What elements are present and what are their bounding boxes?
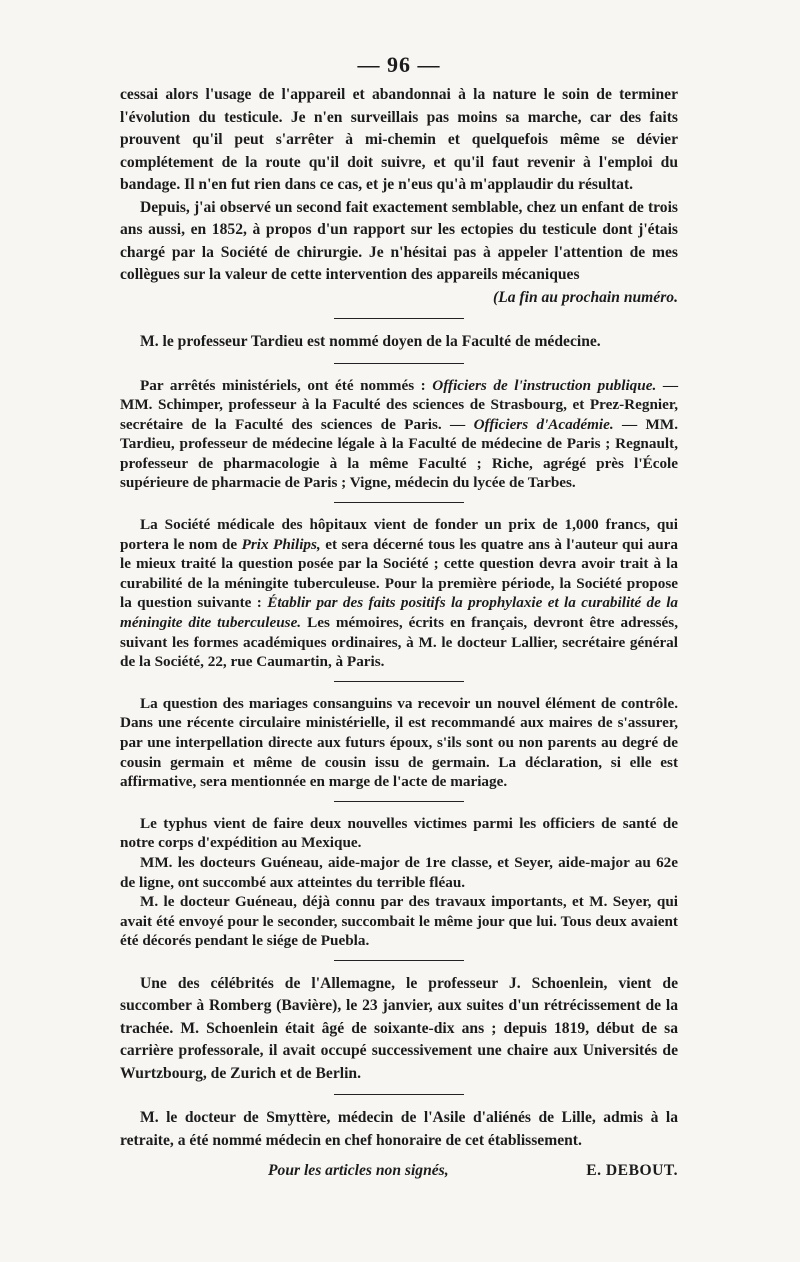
signature-line <box>120 1162 678 1180</box>
news-smyttere-retirement: M. le docteur de Smyttère, médecin de l'Asile d'aliénés de Lille, admis à la retraite, a été nommé médecin en chef honoraire de cet établissement. <box>120 1109 678 1149</box>
news-ministerial-appointments <box>120 376 678 494</box>
section-divider <box>334 502 464 503</box>
typhus-intro: Le typhus vient de faire deux nouvelles victimes parmi les officiers de santé de notre corps d'expédition au Mexique. <box>120 814 678 852</box>
news-prix-philips <box>120 515 678 672</box>
to-be-continued-note: (La fin au prochain numéro. <box>493 288 678 306</box>
appointments-instruction-names: — MM. Schimper, professeur à la Faculté des sciences de Strasbourg, et Prez-Regnier, secrétaire de la Faculté des sciences de Paris. — <box>120 376 678 433</box>
signature-label: Pour les articles non signés, <box>268 1162 449 1180</box>
page-number: — 96 — <box>357 52 441 77</box>
appointments-academie-names: — MM. Tardieu, professeur de médecine légale à la Faculté de médecine de Paris ; Regnault, professeur de pharmacologie à la même Faculté ; Riche, agrégé près l'École supérieure de pharmacie de Paris ; Vigne, médecin du lycée de Tarbes. <box>120 415 678 492</box>
paragraph-second-case: Depuis, j'ai observé un second fait exactement semblable, chez un enfant de trois ans aussi, en 1852, à propos d'un rapport sur les ectopies du testicule dont j'étais chargé par la Société de chirurgie. Je n'hésitai pas à appeler l'attention de mes collègues sur la valeur de cette intervention des appareils mécaniques <box>120 198 678 283</box>
article-conclusion <box>120 84 678 309</box>
typhus-victims: MM. les docteurs Guéneau, aide-major de 1re classe, et Seyer, aide-major au 62e de ligne, ont succombé aux atteintes du terrible fléau. <box>120 853 678 891</box>
section-divider <box>334 363 464 364</box>
prix-question: Établir par des faits positifs la prophylaxie et la curabilité de la méningite dite tuberculeuse. <box>120 594 679 632</box>
signature-name: E. DEBOUT. <box>586 1162 678 1180</box>
typhus-details: M. le docteur Guéneau, déjà connu par des travaux importants, et M. Seyer, qui avait été envoyé pour le seconder, succombait le même jour que lui. Tous deux avaient été décorés pendant le siége de Puebla. <box>120 893 678 950</box>
news-tardieu-dean: M. le professeur Tardieu est nommé doyen de la Faculté de médecine. <box>140 333 601 350</box>
news-consanguine-marriages: La question des mariages consanguins va recevoir un nouvel élément de contrôle. Dans une récente circulaire ministérielle, il est recommandé aux maires de s'assurer, par une interpellation directe aux futurs époux, s'ils sont ou non parents au degré de cousin germain et même de cousin issu de germain. La déclaration, si elle est affirmative, sera mentionnée en marge de l'acte de mariage. <box>120 694 678 791</box>
news-schoenlein-obituary: Une des célébrités de l'Allemagne, le professeur J. Schoenlein, vient de succomber à Romberg (Bavière), le 23 janvier, aux suites d'un rétrécissement de la trachée. M. Schoenlein était âgé de soixante-dix ans ; depuis 1819, début de sa carrière professorale, il avait occupé successivement une chaire aux Universités de Wurtzbourg, de Zurich et de Berlin. <box>120 974 678 1082</box>
section-divider <box>334 681 464 682</box>
prix-details: et sera décerné tous les quatre ans à l'auteur qui aura le mieux traité la question posée par la Société ; cette question devra avoir trait à la curabilité de la méningite tuberculeuse. Pour la première période, la Société propose la question suivante : <box>120 535 678 612</box>
prix-intro: La Société médicale des hôpitaux vient de fonder un prix de 1,000 francs, qui portera le nom de <box>120 516 678 553</box>
appointments-intro: Par arrêtés ministériels, ont été nommés : <box>140 376 426 394</box>
prix-name: Prix Philips, <box>241 535 321 553</box>
appointments-category-instruction: Officiers de l'instruction publique. <box>432 376 657 394</box>
section-divider <box>334 801 464 802</box>
section-divider <box>334 318 464 319</box>
appointments-category-academie: Officiers d'Académie. <box>473 415 614 433</box>
prix-submission: Les mémoires, écrits en français, devront être adressés, suivant les formes académiques ordinaires, à M. le docteur Lallier, secrétaire général de la Société, 22, rue Caumartin, à Paris. <box>120 614 679 671</box>
paragraph-testicule-evolution: cessai alors l'usage de l'appareil et abandonnai à la nature le soin de terminer l'évolution du testicule. Je n'en surveillais pas moins sa marche, car des faits prouvent qu'il peut s'arrêter à mi-chemin et quelquefois même se dévier complétement de la route qu'il doit suivre, et qu'il faut revenir à l'emploi du bandage. Il n'en fut rien dans ce cas, et je n'eus qu'à m'applaudir du résultat. <box>120 86 678 193</box>
section-divider <box>334 1094 464 1095</box>
news-typhus <box>120 814 678 951</box>
section-divider <box>334 960 464 961</box>
